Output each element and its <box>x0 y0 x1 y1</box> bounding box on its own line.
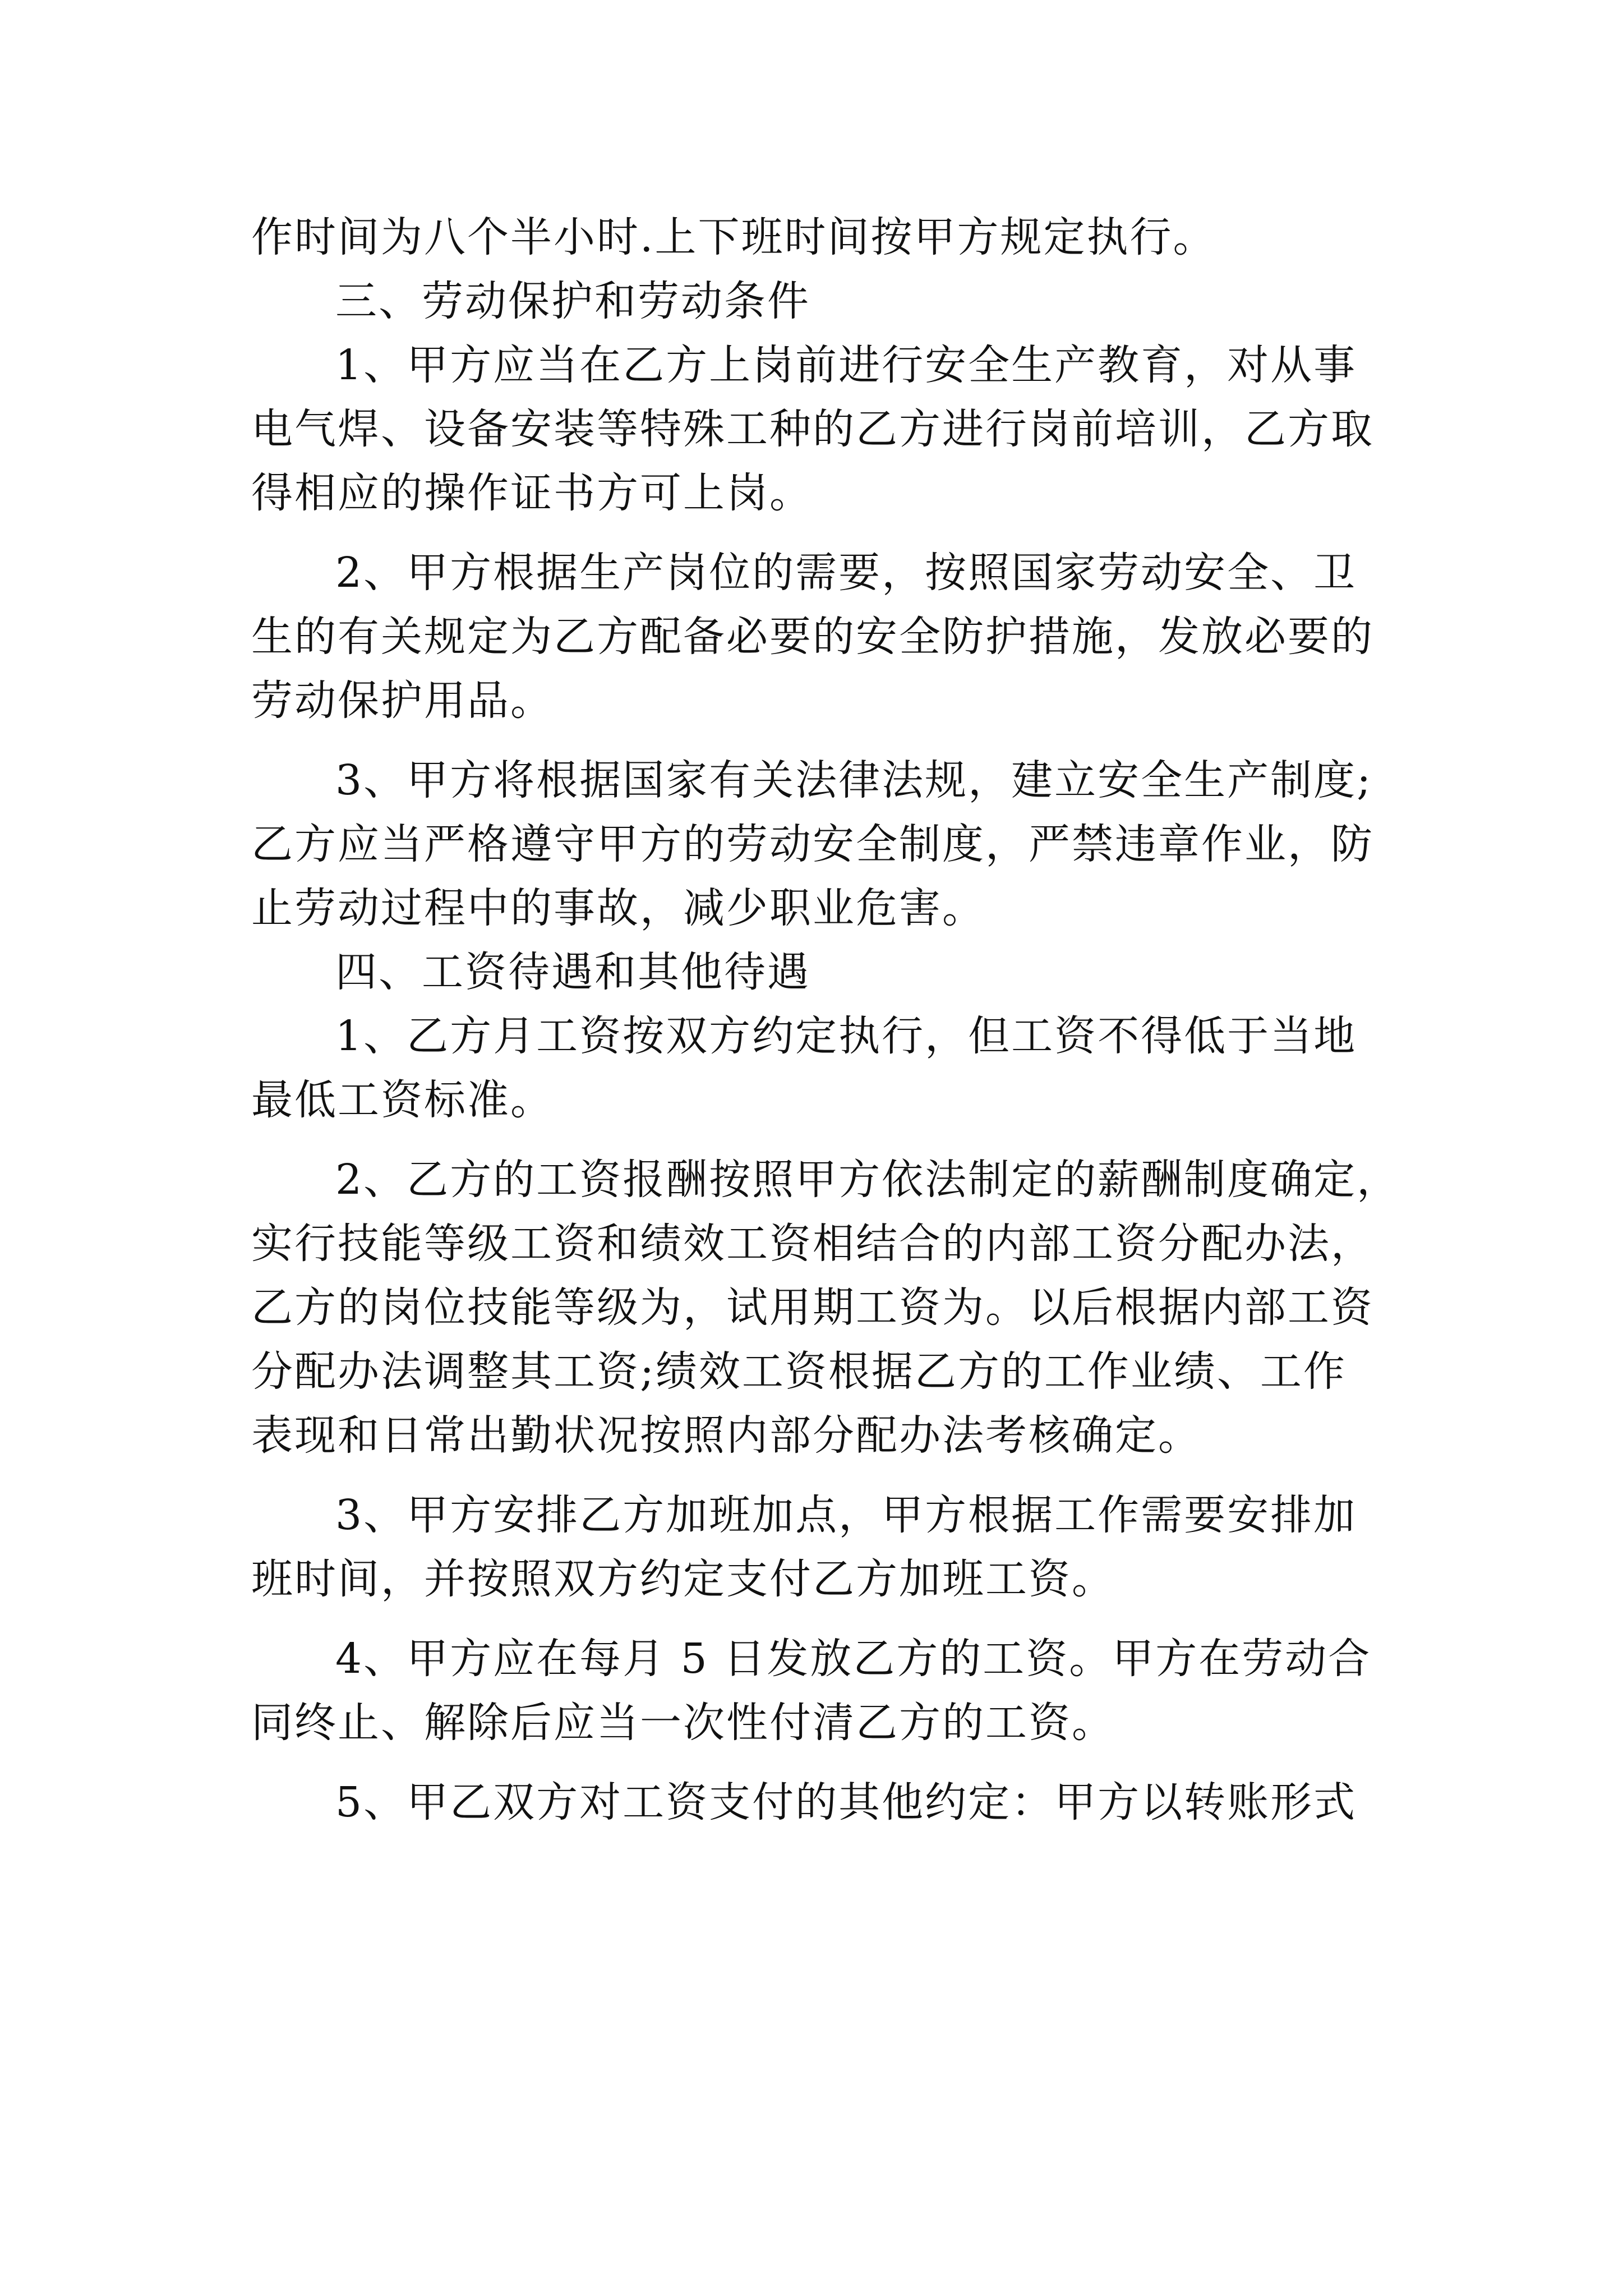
text-line: 5、甲乙双方对工资支付的其他约定：甲方以转账形式 <box>335 1778 1357 1826</box>
text-line: 作时间为八个半小时.上下班时间按甲方规定执行。 <box>251 213 1216 261</box>
text-line: 劳动保护用品。 <box>251 677 554 725</box>
text-line: 3、甲方安排乙方加班加点，甲方根据工作需要安排加 <box>335 1491 1357 1539</box>
text-line: 分配办法调整其工资;绩效工资根据乙方的工作业绩、工作 <box>251 1347 1347 1396</box>
document-body <box>251 205 1400 1834</box>
text-line: 电气焊、设备安装等特殊工种的乙方进行岗前培训，乙方取 <box>251 405 1374 453</box>
text-line: 最低工资标准。 <box>251 1076 554 1124</box>
section-heading: 四、工资待遇和其他待遇 <box>335 948 810 996</box>
text-line: 乙方应当严格遵守甲方的劳动安全制度，严禁违章作业，防 <box>251 820 1374 868</box>
text-line: 2、乙方的工资报酬按照甲方依法制定的薪酬制度确定， <box>335 1156 1400 1204</box>
text-line: 得相应的操作证书方可上岗。 <box>251 469 813 517</box>
text-line: 表现和日常出勤状况按照内部分配办法考核确定。 <box>251 1411 1201 1460</box>
text-line: 班时间，并按照双方约定支付乙方加班工资。 <box>251 1555 1115 1603</box>
text-line: 乙方的岗位技能等级为，试用期工资为。以后根据内部工资 <box>251 1283 1374 1332</box>
text-line: 实行技能等级工资和绩效工资相结合的内部工资分配办法， <box>251 1220 1374 1268</box>
text-line: 同终止、解除后应当一次性付清乙方的工资。 <box>251 1699 1115 1747</box>
text-line: 1、乙方月工资按双方约定执行，但工资不得低于当地 <box>335 1012 1357 1060</box>
text-line: 4、甲方应在每月 5 日发放乙方的工资。甲方在劳动合 <box>335 1635 1372 1683</box>
text-line: 2、甲方根据生产岗位的需要，按照国家劳动安全、卫 <box>335 549 1357 597</box>
text-line: 1、甲方应当在乙方上岗前进行安全生产教育，对从事 <box>335 341 1357 389</box>
text-line: 生的有关规定为乙方配备必要的安全防护措施，发放必要的 <box>251 613 1374 661</box>
text-line: 3、甲方将根据国家有关法律法规，建立安全生产制度; <box>335 756 1373 804</box>
text-line: 止劳动过程中的事故，减少职业危害。 <box>251 884 985 932</box>
section-heading: 三、劳动保护和劳动条件 <box>335 277 810 325</box>
